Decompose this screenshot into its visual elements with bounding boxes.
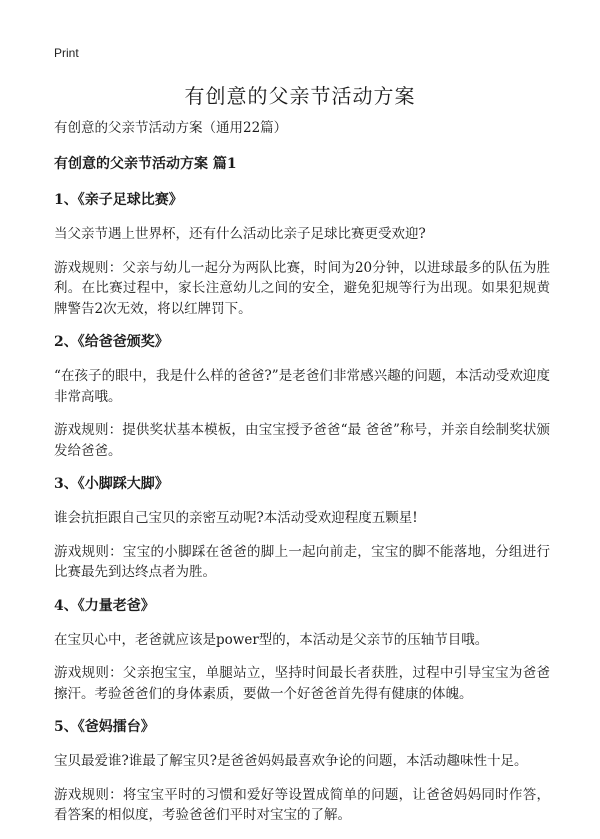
activity-paragraph: 游戏规则：提供奖状基本模板，由宝宝授予爸爸“最 爸爸”称号，并亲自绘制奖状颁发给爸爸。	[54, 422, 550, 459]
activity-heading: 5、《爸妈擂台》	[54, 719, 155, 735]
activity-paragraph: 游戏规则：父亲抱宝宝，单腿站立，坚持时间最长者获胜，过程中引导宝宝为爸爸擦汗。考验爸爸们的身体素质，要做一个好爸爸首先得有健康的体魄。	[54, 665, 550, 702]
section-heading: 有创意的父亲节活动方案 篇1	[54, 156, 237, 172]
activity-heading: 1、《亲子足球比赛》	[54, 192, 183, 208]
activity-paragraph: 游戏规则：宝宝的小脚踩在爸爸的脚上一起向前走，宝宝的脚不能落地，分组进行比赛最先到达终点者为胜。	[54, 543, 550, 580]
print-label: Print	[54, 46, 79, 60]
activity-paragraph: 谁会抗拒跟自己宝贝的亲密互动呢?本活动受欢迎程度五颗星!	[54, 510, 418, 526]
activity-paragraph: 游戏规则：将宝宝平时的习惯和爱好等设置成简单的问题，让爸爸妈妈同时作答，看答案的相似度，考验爸爸们平时对宝宝的了解。	[54, 786, 550, 823]
activity-paragraph: 游戏规则：父亲与幼儿一起分为两队比赛，时间为20分钟，以进球最多的队伍为胜利。在比赛过程中，家长注意幼儿之间的安全，避免犯规等行为出现。如果犯规黄牌警告2次无效，将以红牌罚下。	[54, 259, 550, 317]
activity-paragraph: 在宝贝心中，老爸就应该是power型的，本活动是父亲节的压轴节目哦。	[54, 631, 489, 648]
activity-heading: 3、《小脚踩大脚》	[54, 476, 169, 492]
document-title: 有创意的父亲节活动方案	[184, 84, 416, 108]
document-subtitle: 有创意的父亲节活动方案（通用22篇）	[54, 120, 288, 136]
activity-item-5	[54, 717, 550, 826]
activity-heading: 4、《力量老爸》	[54, 597, 155, 614]
activity-item-3	[54, 474, 550, 583]
activity-paragraph: “在孩子的眼中，我是什么样的爸爸?”是老爸们非常感兴趣的问题，本活动受欢迎度非常高哦。	[54, 368, 550, 405]
document-body	[54, 118, 550, 839]
activity-heading: 2、《给爸爸颁奖》	[54, 334, 169, 350]
activity-item-1	[54, 190, 550, 319]
activity-item-4	[54, 596, 550, 705]
activity-paragraph: 宝贝最爱谁?谁最了解宝贝?是爸爸妈妈最喜欢争论的问题，本活动趣味性十足。	[54, 753, 528, 769]
activity-paragraph: 当父亲节遇上世界杯，还有什么活动比亲子足球比赛更受欢迎?	[54, 226, 426, 242]
activity-item-2	[54, 332, 550, 461]
